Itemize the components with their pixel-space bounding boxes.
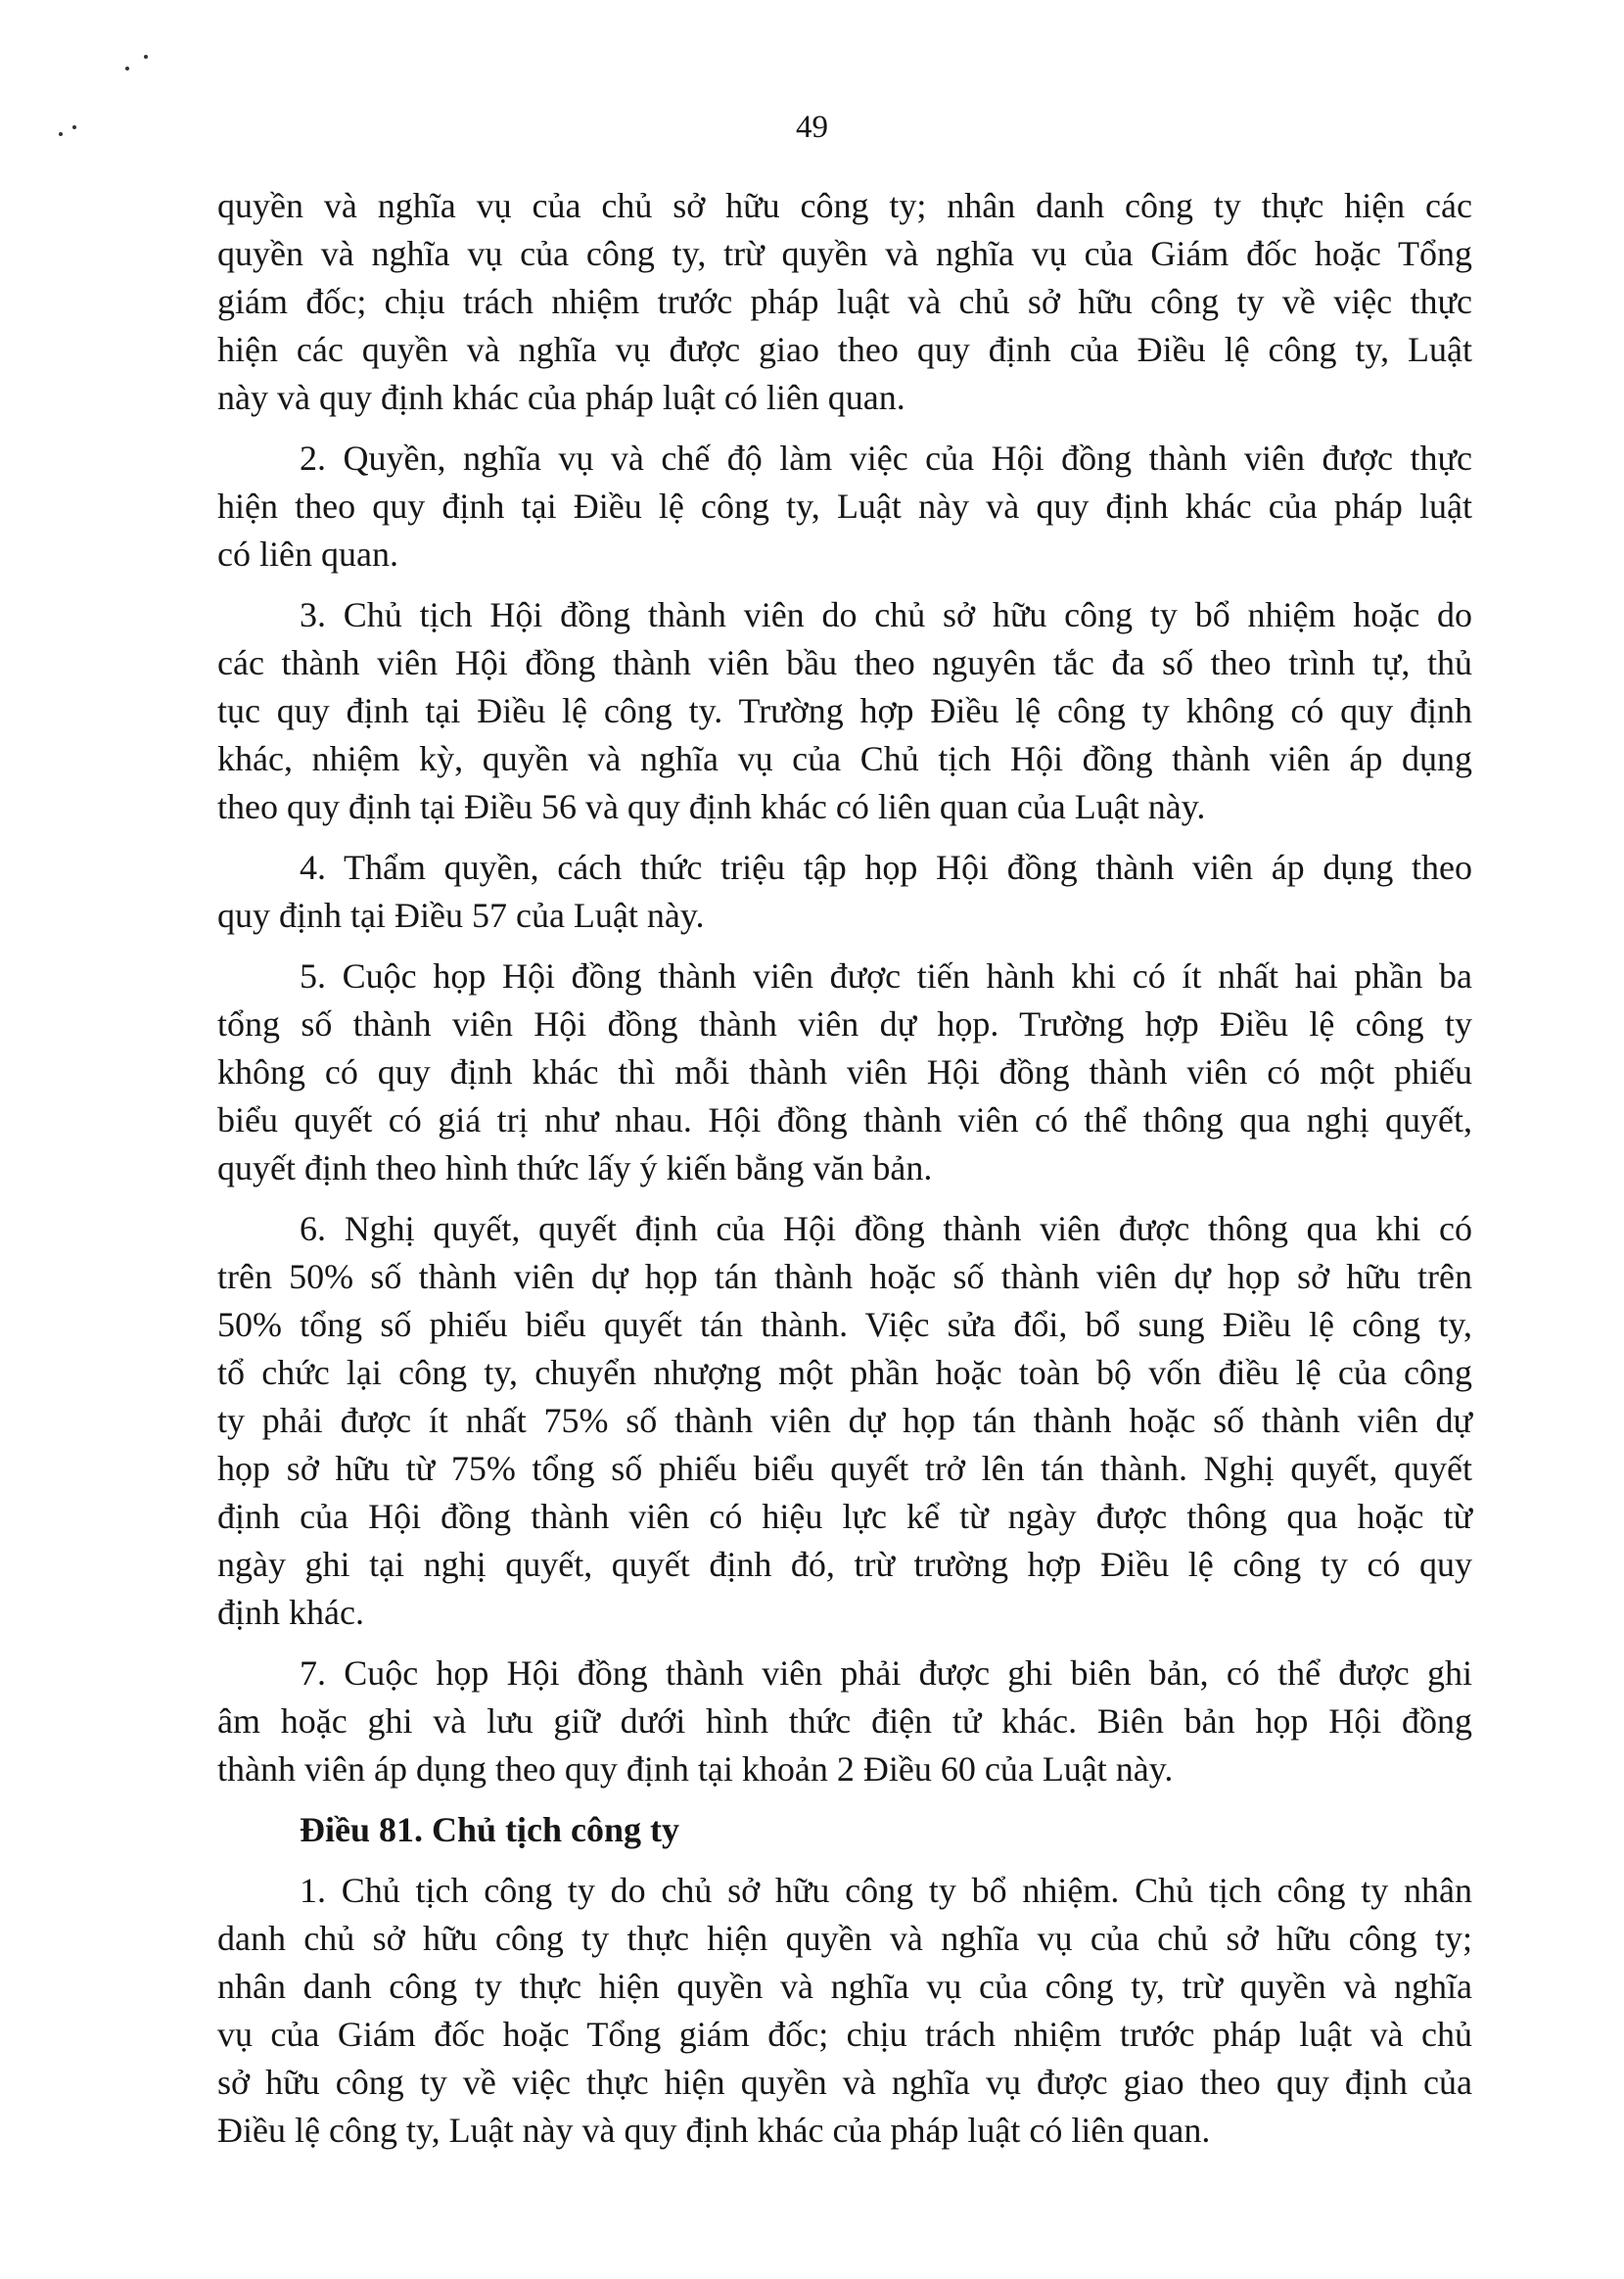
text-line: tục quy định tại Điều lệ công ty. Trường hợp Điều lệ công ty không có quy định — [217, 691, 1472, 730]
paragraph — [217, 182, 1472, 422]
text-line: có liên quan. — [217, 535, 398, 574]
text-line: tổng số thành viên Hội đồng thành viên dự họp. Trường hợp Điều lệ công ty — [217, 1004, 1472, 1044]
text-line: định của Hội đồng thành viên có hiệu lực kể từ ngày được thông qua hoặc từ — [217, 1497, 1472, 1536]
text-line: âm hoặc ghi và lưu giữ dưới hình thức điện tử khác. Biên bản họp Hội đồng — [217, 1701, 1472, 1741]
text-line: ngày ghi tại nghị quyết, quyết định đó, trừ trường hợp Điều lệ công ty có quy — [217, 1545, 1472, 1584]
text-line: Điều lệ công ty, Luật này và quy định khác của pháp luật có liên quan. — [217, 2111, 1211, 2150]
text-line: 2. Quyền, nghĩa vụ và chế độ làm việc của Hội đồng thành viên được thực — [300, 439, 1472, 478]
text-line: hiện theo quy định tại Điều lệ công ty, Luật này và quy định khác của pháp luật — [217, 487, 1472, 526]
text-line: trên 50% số thành viên dự họp tán thành hoặc số thành viên dự họp sở hữu trên — [217, 1257, 1472, 1296]
scan-speck — [125, 67, 129, 70]
text-line: vụ của Giám đốc hoặc Tổng giám đốc; chịu trách nhiệm trước pháp luật và chủ — [217, 2015, 1472, 2054]
text-line: danh chủ sở hữu công ty thực hiện quyền và nghĩa vụ của chủ sở hữu công ty; — [217, 1919, 1472, 1958]
text-line: ty phải được ít nhất 75% số thành viên dự họp tán thành hoặc số thành viên dự — [217, 1401, 1472, 1440]
paragraph — [217, 435, 1472, 579]
text-line: quyền và nghĩa vụ của chủ sở hữu công ty; nhân danh công ty thực hiện các — [217, 186, 1472, 225]
paragraph — [217, 1867, 1472, 2155]
text-line: quyền và nghĩa vụ của công ty, trừ quyền và nghĩa vụ của Giám đốc hoặc Tổng — [217, 234, 1472, 273]
text-line: quyết định theo hình thức lấy ý kiến bằng văn bản. — [217, 1148, 933, 1187]
text-line: tổ chức lại công ty, chuyển nhượng một phần hoặc toàn bộ vốn điều lệ của công — [217, 1353, 1472, 1392]
text-line: định khác. — [217, 1593, 364, 1632]
text-line: không có quy định khác thì mỗi thành viên Hội đồng thành viên có một phiếu — [217, 1052, 1472, 1092]
text-line: họp sở hữu từ 75% tổng số phiếu biểu quyết trở lên tán thành. Nghị quyết, quyết — [217, 1449, 1472, 1488]
text-line: sở hữu công ty về việc thực hiện quyền và nghĩa vụ được giao theo quy định của — [217, 2063, 1472, 2102]
text-line: 4. Thẩm quyền, cách thức triệu tập họp Hội đồng thành viên áp dụng theo — [300, 848, 1472, 887]
text-line: quy định tại Điều 57 của Luật này. — [217, 896, 705, 935]
paragraph — [217, 844, 1472, 940]
paragraph — [217, 1650, 1472, 1793]
text-line: giám đốc; chịu trách nhiệm trước pháp luật và chủ sở hữu công ty về việc thực — [217, 282, 1472, 321]
text-line: khác, nhiệm kỳ, quyền và nghĩa vụ của Chủ tịch Hội đồng thành viên áp dụng — [217, 739, 1472, 778]
text-line: Điều 81. Chủ tịch công ty — [300, 1810, 680, 1849]
paragraph — [217, 953, 1472, 1192]
text-line: biểu quyết có giá trị như nhau. Hội đồng thành viên có thể thông qua nghị quyết, — [217, 1100, 1472, 1140]
text-line: 50% tổng số phiếu biểu quyết tán thành. Việc sửa đổi, bổ sung Điều lệ công ty, — [217, 1305, 1472, 1344]
scan-speck — [144, 55, 148, 59]
text-line: 5. Cuộc họp Hội đồng thành viên được tiến hành khi có ít nhất hai phần ba — [300, 956, 1472, 996]
paragraph — [217, 1205, 1472, 1637]
article-heading — [217, 1806, 1472, 1854]
document-body — [217, 182, 1472, 2167]
text-line: 6. Nghị quyết, quyết định của Hội đồng thành viên được thông qua khi có — [300, 1209, 1472, 1248]
text-line: thành viên áp dụng theo quy định tại khoản 2 Điều 60 của Luật này. — [217, 1749, 1174, 1789]
text-line: nhân danh công ty thực hiện quyền và nghĩa vụ của công ty, trừ quyền và nghĩa — [217, 1967, 1472, 2006]
paragraph — [217, 591, 1472, 831]
text-line: 7. Cuộc họp Hội đồng thành viên phải được ghi biên bản, có thể được ghi — [300, 1653, 1472, 1693]
text-line: theo quy định tại Điều 56 và quy định khác có liên quan của Luật này. — [217, 787, 1206, 826]
text-line: hiện các quyền và nghĩa vụ được giao theo quy định của Điều lệ công ty, Luật — [217, 330, 1472, 369]
text-line: này và quy định khác của pháp luật có liên quan. — [217, 378, 905, 417]
page-number: 49 — [796, 110, 828, 145]
text-line: các thành viên Hội đồng thành viên bầu theo nguyên tắc đa số theo trình tự, thủ — [217, 643, 1472, 682]
text-line: 3. Chủ tịch Hội đồng thành viên do chủ sở hữu công ty bổ nhiệm hoặc do — [300, 595, 1472, 634]
text-line: 1. Chủ tịch công ty do chủ sở hữu công ty bổ nhiệm. Chủ tịch công ty nhân — [300, 1871, 1472, 1910]
